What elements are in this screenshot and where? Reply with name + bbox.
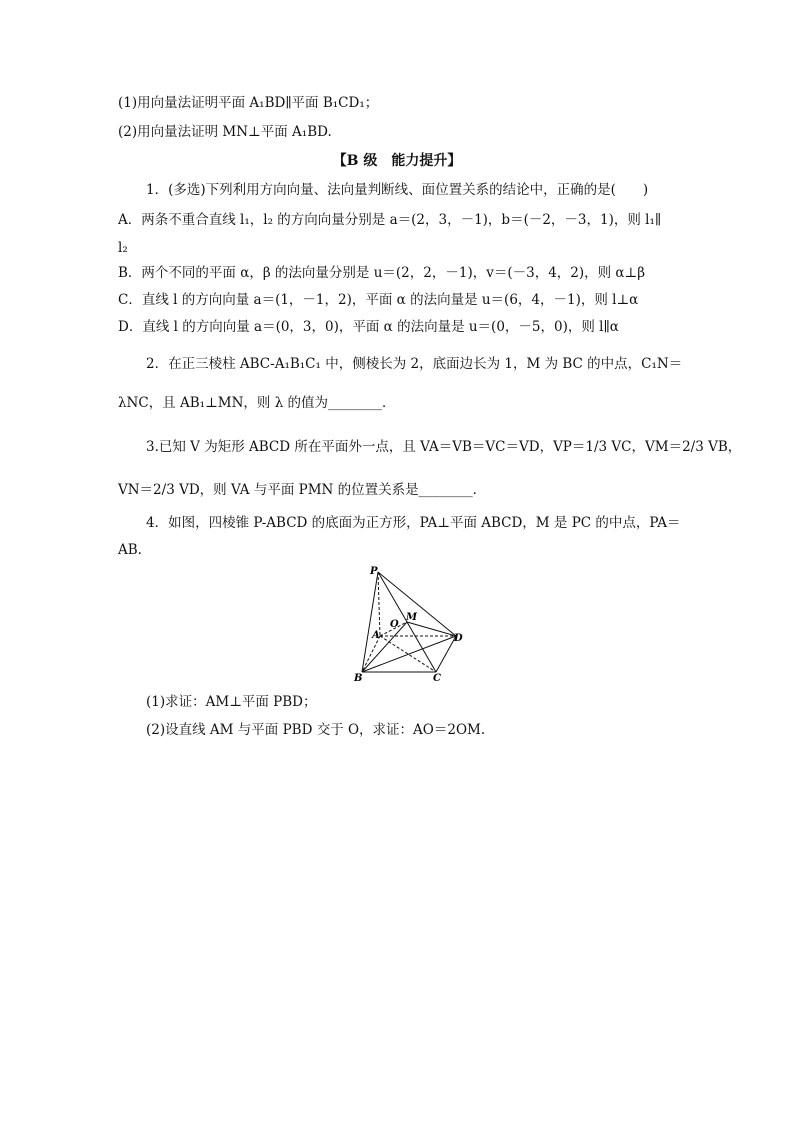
label-p: P [370, 566, 378, 577]
prev-part1: (1)用向量法证明平面 A₁BD∥平面 B₁CD₁； [118, 95, 379, 111]
label-d: D [454, 633, 463, 644]
q1-option-b: B．两个不同的平面 α，β 的法向量分别是 u＝(2，2，－1)，v＝(－3，4，2)，则 α⊥β [118, 265, 646, 281]
edge-pa [378, 572, 380, 636]
q3-line1: 3.已知 V 为矩形 ABCD 所在平面外一点，且 VA＝VB＝VC＝VD，VP＝1/3 VC，VM＝2/3 VB， [146, 439, 742, 455]
q4-line2: AB. [118, 542, 142, 558]
q1-option-a-line1: A．两条不重合直线 l₁，l₂ 的方向向量分别是 a＝(2，3，－1)，b＝(－2，－3，1)，则 l₁∥ [118, 212, 662, 228]
label-b: B [354, 673, 363, 682]
q1-option-d: D．直线 l 的方向向量 a＝(0，3，0)，平面 α 的法向量是 u＝(0，－5，0)，则 l∥α [118, 319, 619, 335]
pyramid-figure [350, 562, 470, 682]
q1-option-c: C．直线 l 的方向向量 a＝(1，－1，2)，平面 α 的法向量是 u＝(6，4，－1)，则 l⊥α [118, 292, 639, 308]
q2-line1: 2．在正三棱柱 ABC-A₁B₁C₁ 中，侧棱长为 2，底面边长为 1，M 为 BC 的中点，C₁N＝ [146, 356, 683, 372]
q1-stem: 1．(多选)下列利用方向向量、法向量判断线、面位置关系的结论中，正确的是( ) [146, 182, 649, 198]
edge-cd [436, 636, 456, 672]
edge-bd [362, 636, 456, 672]
q1-option-a-line2: l₂ [118, 240, 128, 256]
label-a: A [372, 630, 380, 641]
q3-line2: VN＝2/3 VD，则 VA 与平面 PMN 的位置关系是________． [118, 482, 487, 498]
label-c: C [433, 673, 441, 682]
q4-part2: (2)设直线 AM 与平面 PBD 交于 O，求证：AO＝2OM. [146, 722, 486, 738]
label-o: O [390, 619, 399, 630]
q4-part1: (1)求证：AM⊥平面 PBD； [146, 694, 317, 710]
q2-line2: λNC，且 AB₁⊥MN，则 λ 的值为________． [118, 395, 396, 411]
q4-line1: 4．如图，四棱锥 P-ABCD 的底面为正方形，PA⊥平面 ABCD，M 是 PC 的中点，PA＝ [146, 515, 681, 531]
label-m: M [406, 612, 418, 623]
prev-part2: (2)用向量法证明 MN⊥平面 A₁BD. [118, 124, 332, 140]
section-title: 【B 级 能力提升】 [332, 153, 462, 169]
